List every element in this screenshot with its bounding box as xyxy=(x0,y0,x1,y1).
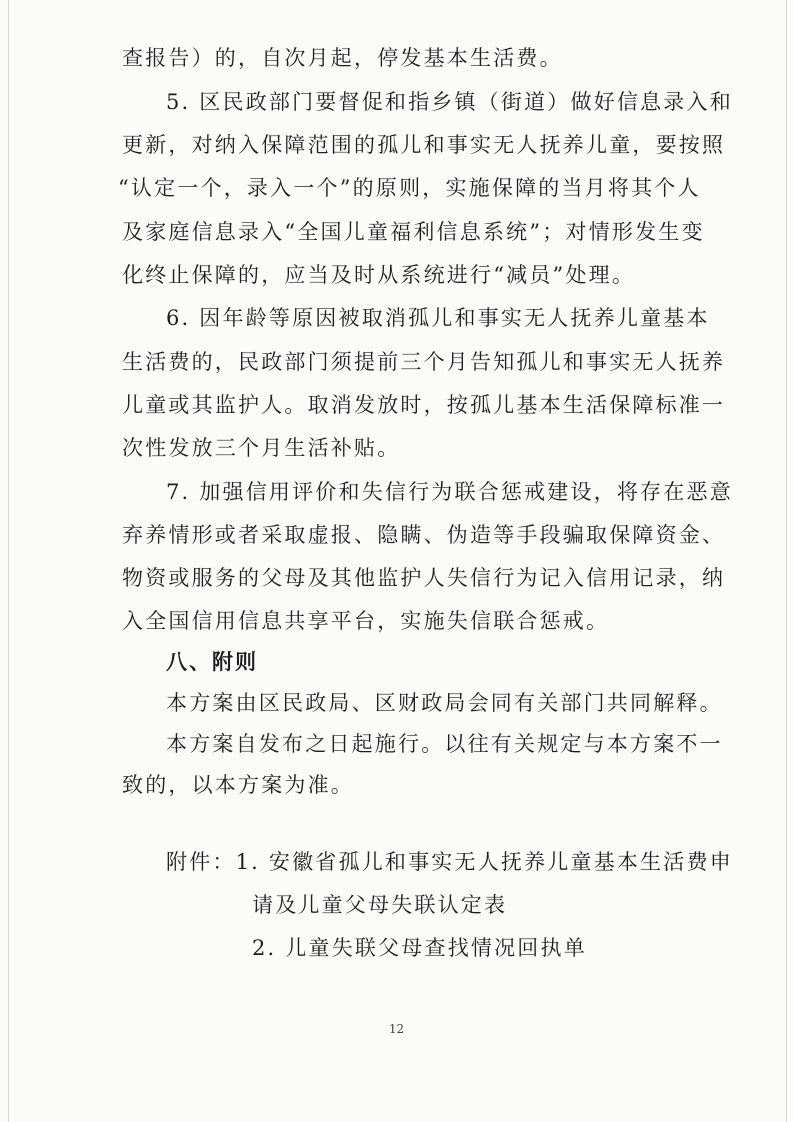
attachment-line-1: 附件：1. 安徽省孤儿和事实无人抚养儿童基本生活费申 xyxy=(166,850,733,874)
body-line-14: 入全国信用信息共享平台，实施失信联合惩戒。 xyxy=(122,609,610,633)
body-line-3: 更新，对纳入保障范围的孤儿和事实无人抚养儿童，要按照 xyxy=(122,133,726,157)
attachment-line-3: 2. 儿童失联父母查找情况回执单 xyxy=(252,936,587,960)
body-line-5: 及家庭信息录入“全国儿童福利信息系统”；对情形发生变 xyxy=(122,220,705,244)
body-line-13: 物资或服务的父母及其他监护人失信行为记入信用记录，纳 xyxy=(122,566,726,590)
body-line-15: 本方案由区民政局、区财政局会同有关部门共同解释。 xyxy=(166,691,723,715)
section-heading: 八、附则 xyxy=(166,649,258,674)
body-line-1: 查报告）的，自次月起，停发基本生活费。 xyxy=(122,46,563,70)
body-line-12: 弃养情形或者采取虚报、隐瞒、伪造等手段骗取保障资金、 xyxy=(122,523,726,547)
scan-edge-right xyxy=(786,0,787,1122)
body-line-2: 5. 区民政部门要督促和指乡镇（街道）做好信息录入和 xyxy=(166,90,733,114)
body-line-4: “认定一个，录入一个”的原则，实施保障的当月将其个人 xyxy=(118,176,701,200)
attachment-line-2: 请及儿童父母失联认定表 xyxy=(252,893,508,917)
body-line-7: 6. 因年龄等原因被取消孤儿和事实无人抚养儿童基本 xyxy=(166,306,710,330)
scan-edge-left xyxy=(8,0,9,1122)
body-line-9: 儿童或其监护人。取消发放时，按孤儿基本生活保障标准一 xyxy=(122,393,726,417)
body-line-10: 次性发放三个月生活补贴。 xyxy=(122,436,401,460)
body-line-16: 本方案自发布之日起施行。以往有关规定与本方案不一 xyxy=(166,732,723,756)
body-line-11: 7. 加强信用评价和失信行为联合惩戒建设，将存在恶意 xyxy=(166,480,733,504)
page-number: 12 xyxy=(388,1022,405,1036)
body-line-6: 化终止保障的，应当及时从系统进行“减员”处理。 xyxy=(122,263,636,287)
body-line-17: 致的，以本方案为准。 xyxy=(122,773,354,797)
body-line-8: 生活费的，民政部门须提前三个月告知孤儿和事实无人抚养 xyxy=(122,350,726,374)
